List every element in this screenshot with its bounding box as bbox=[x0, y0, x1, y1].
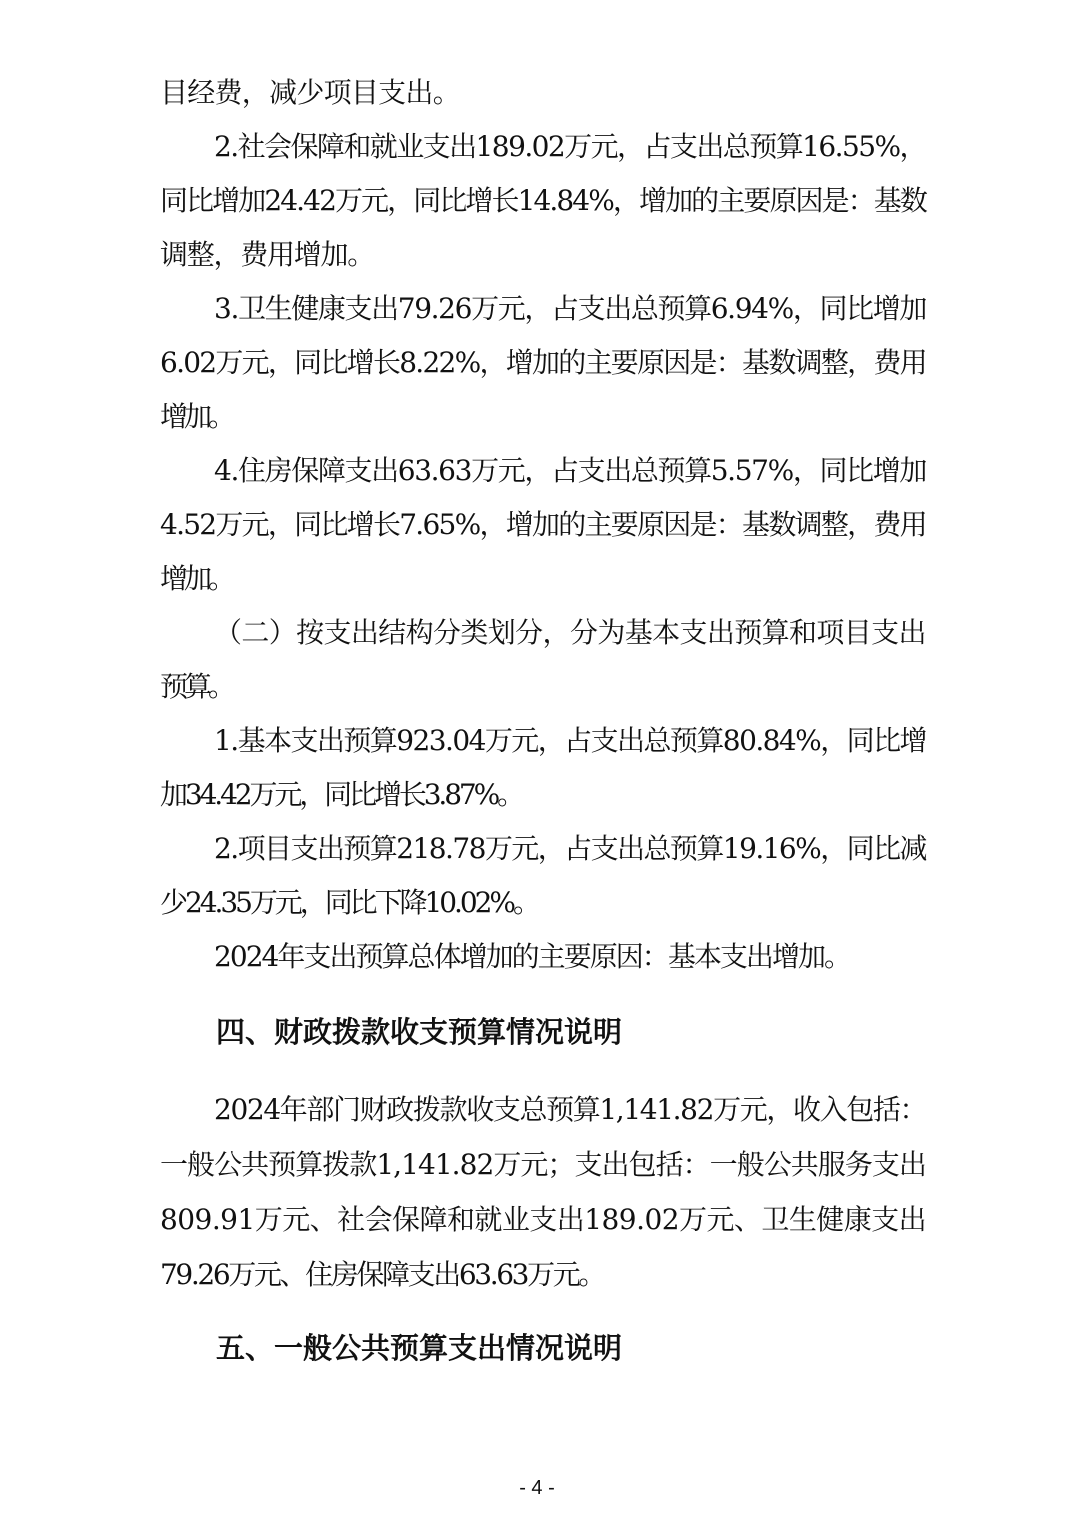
text-line: 6.02万元，同比增长8.22%，增加的主要原因是：基数调整，费用 bbox=[160, 346, 926, 379]
text-line: 调整，费用增加。 bbox=[160, 238, 375, 271]
text-line: 2.项目支出预算218.78万元，占支出总预算19.16%，同比减 bbox=[214, 832, 926, 865]
text-line: 2.社会保障和就业支出189.02万元，占支出总预算16.55%， bbox=[214, 130, 926, 163]
text-line: 1.基本支出预算923.04万元，占支出总预算80.84%，同比增 bbox=[214, 724, 926, 757]
text-line: 2024年支出预算总体增加的主要原因：基本支出增加。 bbox=[214, 940, 851, 973]
text-line: 3.卫生健康支出79.26万元，占支出总预算6.94%，同比增加 bbox=[214, 292, 926, 325]
text-line: 少24.35万元，同比下降10.02%。 bbox=[160, 886, 538, 919]
section-heading: 五、一般公共预算支出情况说明 bbox=[216, 1331, 623, 1365]
text-line: 增加。 bbox=[160, 562, 232, 595]
text-line: 4.52万元，同比增长7.65%，增加的主要原因是：基数调整，费用 bbox=[160, 508, 926, 541]
text-line: 一般公共预算拨款1,141.82万元；支出包括：一般公共服务支出 bbox=[160, 1148, 926, 1181]
page-number: - 4 - bbox=[519, 1477, 555, 1499]
text-line: 同比增加24.42万元，同比增长14.84%，增加的主要原因是：基数 bbox=[160, 184, 926, 217]
text-line: 目经费，减少项目支出。 bbox=[160, 76, 460, 109]
text-line: 增加。 bbox=[160, 400, 232, 433]
text-line: 4.住房保障支出63.63万元，占支出总预算5.57%，同比增加 bbox=[214, 454, 926, 487]
text-line: 79.26万元、住房保障支出63.63万元。 bbox=[160, 1258, 604, 1291]
text-line: 809.91万元、社会保障和就业支出189.02万元、卫生健康支出 bbox=[160, 1203, 927, 1236]
text-line: 2024年部门财政拨款收支总预算1,141.82万元，收入包括： bbox=[214, 1093, 927, 1126]
section-heading: 四、财政拨款收支预算情况说明 bbox=[216, 1015, 623, 1049]
text-line: 预算。 bbox=[160, 670, 232, 703]
text-line: 加34.42万元，同比增长3.87%。 bbox=[160, 778, 523, 811]
text-line: （二）按支出结构分类划分，分为基本支出预算和项目支出 bbox=[214, 616, 926, 649]
